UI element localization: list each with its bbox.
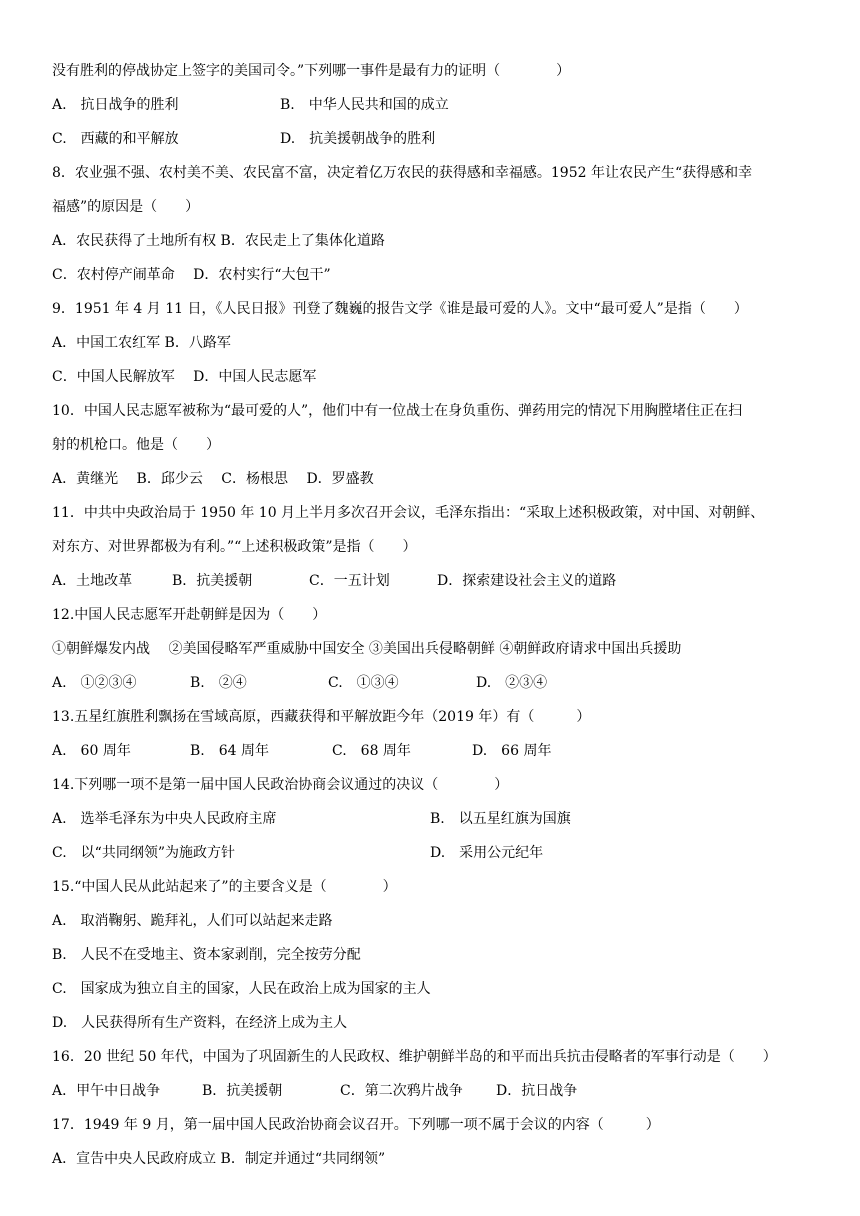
q12-option-b[interactable]: B. ②④	[190, 675, 247, 691]
q10-stem-line2: 射的机枪口。他是（ ）	[52, 437, 220, 453]
q8-stem-line2: 福感”的原因是（ ）	[52, 199, 200, 215]
q16-option-d[interactable]: D．抗日战争	[496, 1083, 578, 1099]
q8-options-row1[interactable]: A．农民获得了土地所有权 B．农民走上了集体化道路	[52, 233, 385, 249]
q12-stem: 12.中国人民志愿军开赴朝鲜是因为（ ）	[52, 607, 327, 623]
q13-option-d[interactable]: D. 66 周年	[472, 743, 552, 759]
q9-options-row1[interactable]: A．中国工农红军 B．八路军	[52, 335, 231, 351]
q14-stem: 14.下列哪一项不是第一届中国人民政治协商会议通过的决议（ ）	[52, 777, 509, 793]
q16-option-b[interactable]: B．抗美援朝	[202, 1083, 283, 1099]
q7-options-row2	[52, 125, 812, 159]
q11-stem-line2: 对东方、对世界都极为有利。”“上述积极政策”是指（ ）	[52, 539, 417, 555]
q14-option-b[interactable]: B. 以五星红旗为国旗	[430, 811, 571, 827]
q7-option-b[interactable]: B. 中华人民共和国的成立	[280, 97, 449, 113]
q16-options	[52, 1077, 812, 1111]
q11-option-c[interactable]: C．一五计划	[309, 573, 390, 589]
q12-option-a[interactable]: A. ①②③④	[52, 675, 137, 691]
q15-option-c[interactable]: C. 国家成为独立自主的国家，人民在政治上成为国家的主人	[52, 981, 431, 997]
q7-options-row1	[52, 91, 812, 125]
q8-stem-line1: 8．农业强不强、农村美不美、农民富不富，决定着亿万农民的获得感和幸福感。1952 年让农民产生“获得感和幸	[52, 165, 753, 181]
q13-option-c[interactable]: C. 68 周年	[332, 743, 411, 759]
q11-option-d[interactable]: D．探索建设社会主义的道路	[437, 573, 617, 589]
q17-stem: 17．1949 年 9 月，第一届中国人民政治协商会议召开。下列哪一项不属于会议的内容（ ）	[52, 1117, 660, 1133]
q11-option-a[interactable]: A．土地改革	[52, 573, 133, 589]
q16-option-c[interactable]: C．第二次鸦片战争	[340, 1083, 463, 1099]
q15-option-b[interactable]: B. 人民不在受地主、资本家剥削，完全按劳分配	[52, 947, 361, 963]
exam-page	[52, 57, 812, 1179]
q13-stem: 13.五星红旗胜利飘扬在雪域高原，西藏获得和平解放距今年（2019 年）有（ ）	[52, 709, 591, 725]
q14-option-d[interactable]: D. 采用公元纪年	[430, 845, 544, 861]
q16-option-a[interactable]: A．甲午中日战争	[52, 1083, 161, 1099]
q12-option-c[interactable]: C. ①③④	[328, 675, 399, 691]
q11-option-b[interactable]: B．抗美援朝	[172, 573, 253, 589]
q8-options-row2[interactable]: C．农村停产闹革命 D．农村实行“大包干”	[52, 267, 331, 283]
q15-option-d[interactable]: D. 人民获得所有生产资料，在经济上成为主人	[52, 1015, 348, 1031]
q7-option-a[interactable]: A. 抗日战争的胜利	[52, 97, 179, 113]
q9-options-row2[interactable]: C．中国人民解放军 D．中国人民志愿军	[52, 369, 317, 385]
q7-option-c[interactable]: C. 西藏的和平解放	[52, 131, 179, 147]
q15-stem: 15.“中国人民从此站起来了”的主要含义是（ ）	[52, 879, 397, 895]
q14-options-row2	[52, 839, 812, 873]
q13-options	[52, 737, 812, 771]
q15-option-a[interactable]: A. 取消鞠躬、跪拜礼，人们可以站起来走路	[52, 913, 333, 929]
q10-options[interactable]: A．黄继光 B．邱少云 C．杨根思 D．罗盛教	[52, 471, 374, 487]
q12-option-d[interactable]: D. ②③④	[476, 675, 548, 691]
q16-stem: 16．20 世纪 50 年代，中国为了巩固新生的人民政权、维护朝鲜半岛的和平而出兵抗击侵略者的军事行动是（ ）	[52, 1049, 777, 1065]
q13-option-a[interactable]: A. 60 周年	[52, 743, 131, 759]
q17-options-row1[interactable]: A．宣告中央人民政府成立 B．制定并通过“共同纲领”	[52, 1151, 386, 1167]
q9-stem: 9．1951 年 4 月 11 日，《人民日报》刊登了魏巍的报告文学《谁是最可爱的人》。文中“最可爱人”是指（ ）	[52, 301, 748, 317]
q11-stem-line1: 11．中共中央政治局于 1950 年 10 月上半月多次召开会议，毛泽东指出：“采取上述积极政策，对中国、对朝鲜、	[52, 505, 765, 521]
q14-options-row1	[52, 805, 812, 839]
q7-option-d[interactable]: D. 抗美援朝战争的胜利	[280, 131, 436, 147]
q14-option-c[interactable]: C. 以“共同纲领”为施政方针	[52, 845, 235, 861]
q10-stem-line1: 10．中国人民志愿军被称为“最可爱的人”，他们中有一位战士在身负重伤、弹药用完的情况下用胸膛堵住正在扫	[52, 403, 743, 419]
q12-options	[52, 669, 812, 703]
q7-stem: 没有胜利的停战协定上签字的美国司令。”下列哪一事件是最有力的证明（ ）	[52, 63, 571, 79]
q11-options	[52, 567, 812, 601]
q14-option-a[interactable]: A. 选举毛泽东为中央人民政府主席	[52, 811, 277, 827]
q13-option-b[interactable]: B. 64 周年	[190, 743, 270, 759]
q12-items: ①朝鲜爆发内战 ②美国侵略军严重威胁中国安全 ③美国出兵侵略朝鲜 ④朝鲜政府请求中国出兵援助	[52, 641, 682, 657]
